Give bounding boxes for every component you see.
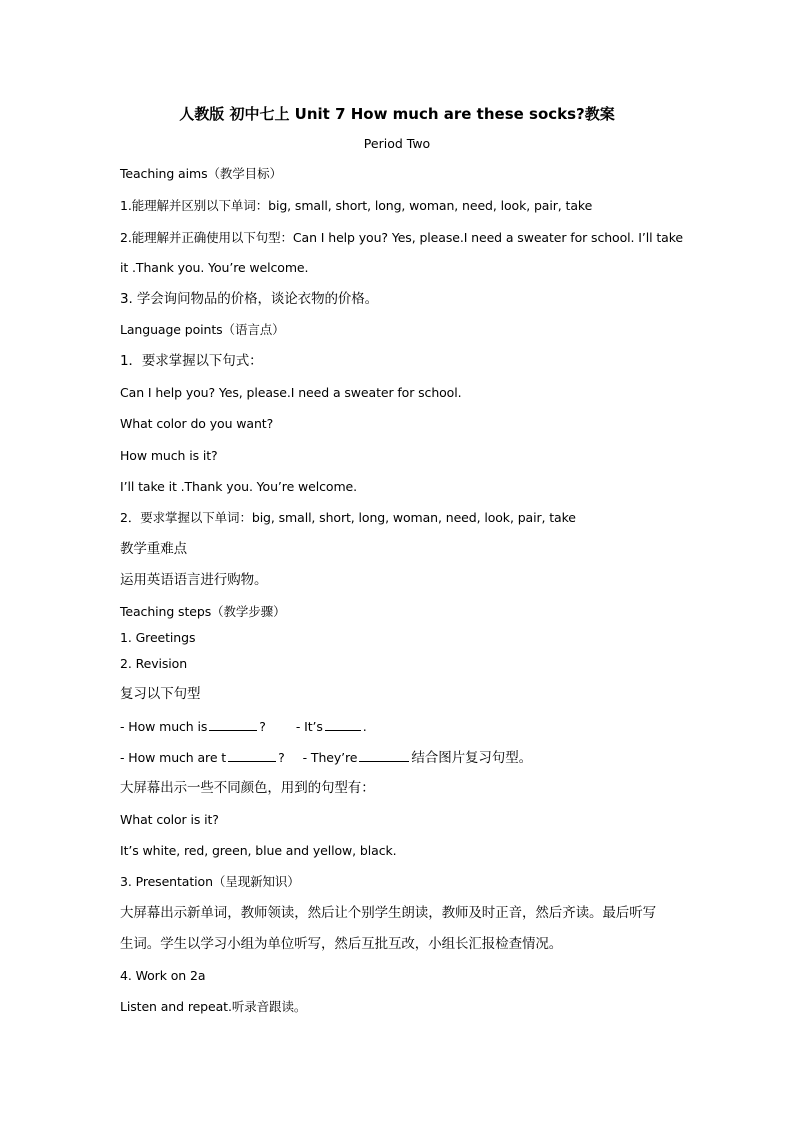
sentence-1: Can I help you? Yes, please.I need a sweater for school. [120, 385, 462, 400]
step-4: 4. Work on 2a [120, 968, 206, 983]
aim-2-line-2: it .Thank you. You’re welcome. [120, 260, 309, 275]
teaching-steps-heading: Teaching steps（教学步骤） [120, 604, 286, 619]
question-1-text: - How much is [120, 719, 208, 734]
question-2-text: - How much are t [120, 750, 227, 765]
presentation-line-2: 生词。学生以学习小组为单位听写，然后互批互改，小组长汇报检查情况。 [120, 936, 563, 952]
listen-repeat: Listen and repeat.听录音跟读。 [120, 999, 307, 1014]
review-heading: 复习以下句型 [120, 686, 201, 702]
answer-blank [359, 749, 409, 762]
screen-colors-text: 大屏幕出示一些不同颜色，用到的句型有： [120, 780, 375, 796]
aim-3: 3. 学会询问物品的价格，谈论衣物的价格。 [120, 291, 379, 307]
key-points-heading: 教学重难点 [120, 541, 187, 557]
key-points-text: 运用英语语言进行购物。 [120, 572, 268, 588]
answer-blank [228, 749, 276, 762]
aim-2-line-1: 2.能理解并正确使用以下句型：Can I help you? Yes, please.I need a sweater for school. I’ll take [120, 230, 684, 245]
presentation-line-1: 大屏幕出示新单词，教师领读，然后让个别学生朗读，教师及时正音，然后齐读。最后听写 [120, 905, 656, 921]
step-1: 1. Greetings [120, 630, 196, 645]
sentence-4: I’ll take it .Thank you. You’re welcome. [120, 479, 357, 494]
color-answer: It’s white, red, green, blue and yellow, black. [120, 843, 397, 858]
answer-blank [209, 718, 257, 731]
question-1-mark: ? [259, 719, 266, 734]
period-subtitle: Period Two [363, 136, 431, 151]
answer-1-mark: . [362, 719, 367, 734]
revision-question-1 [120, 718, 367, 735]
sentence-3: How much is it? [120, 448, 218, 463]
step-2: 2. Revision [120, 656, 188, 671]
aim-1: 1.能理解并区别以下单词：big, small, short, long, woman, need, look, pair, take [120, 198, 593, 213]
answer-2-note: 结合图片复习句型。 [411, 750, 533, 766]
sentence-2: What color do you want? [120, 416, 274, 431]
answer-2-text: - They’re [302, 750, 358, 765]
document-title: 人教版 初中七上 Unit 7 How much are these socks?教案 [179, 105, 615, 123]
points-item-1: 1．要求掌握以下句式： [120, 353, 263, 369]
revision-question-2 [120, 749, 532, 766]
points-item-2: 2．要求掌握以下单词：big, small, short, long, woman, need, look, pair, take [120, 510, 576, 525]
question-2-mark: ? [278, 750, 285, 765]
step-3: 3. Presentation（呈现新知识） [120, 874, 300, 889]
answer-blank [325, 718, 361, 731]
answer-1-text: - It’s [295, 719, 323, 734]
color-question: What color is it? [120, 812, 219, 827]
aims-heading: Teaching aims（教学目标） [120, 166, 282, 181]
language-points-heading: Language points（语言点） [120, 322, 285, 337]
